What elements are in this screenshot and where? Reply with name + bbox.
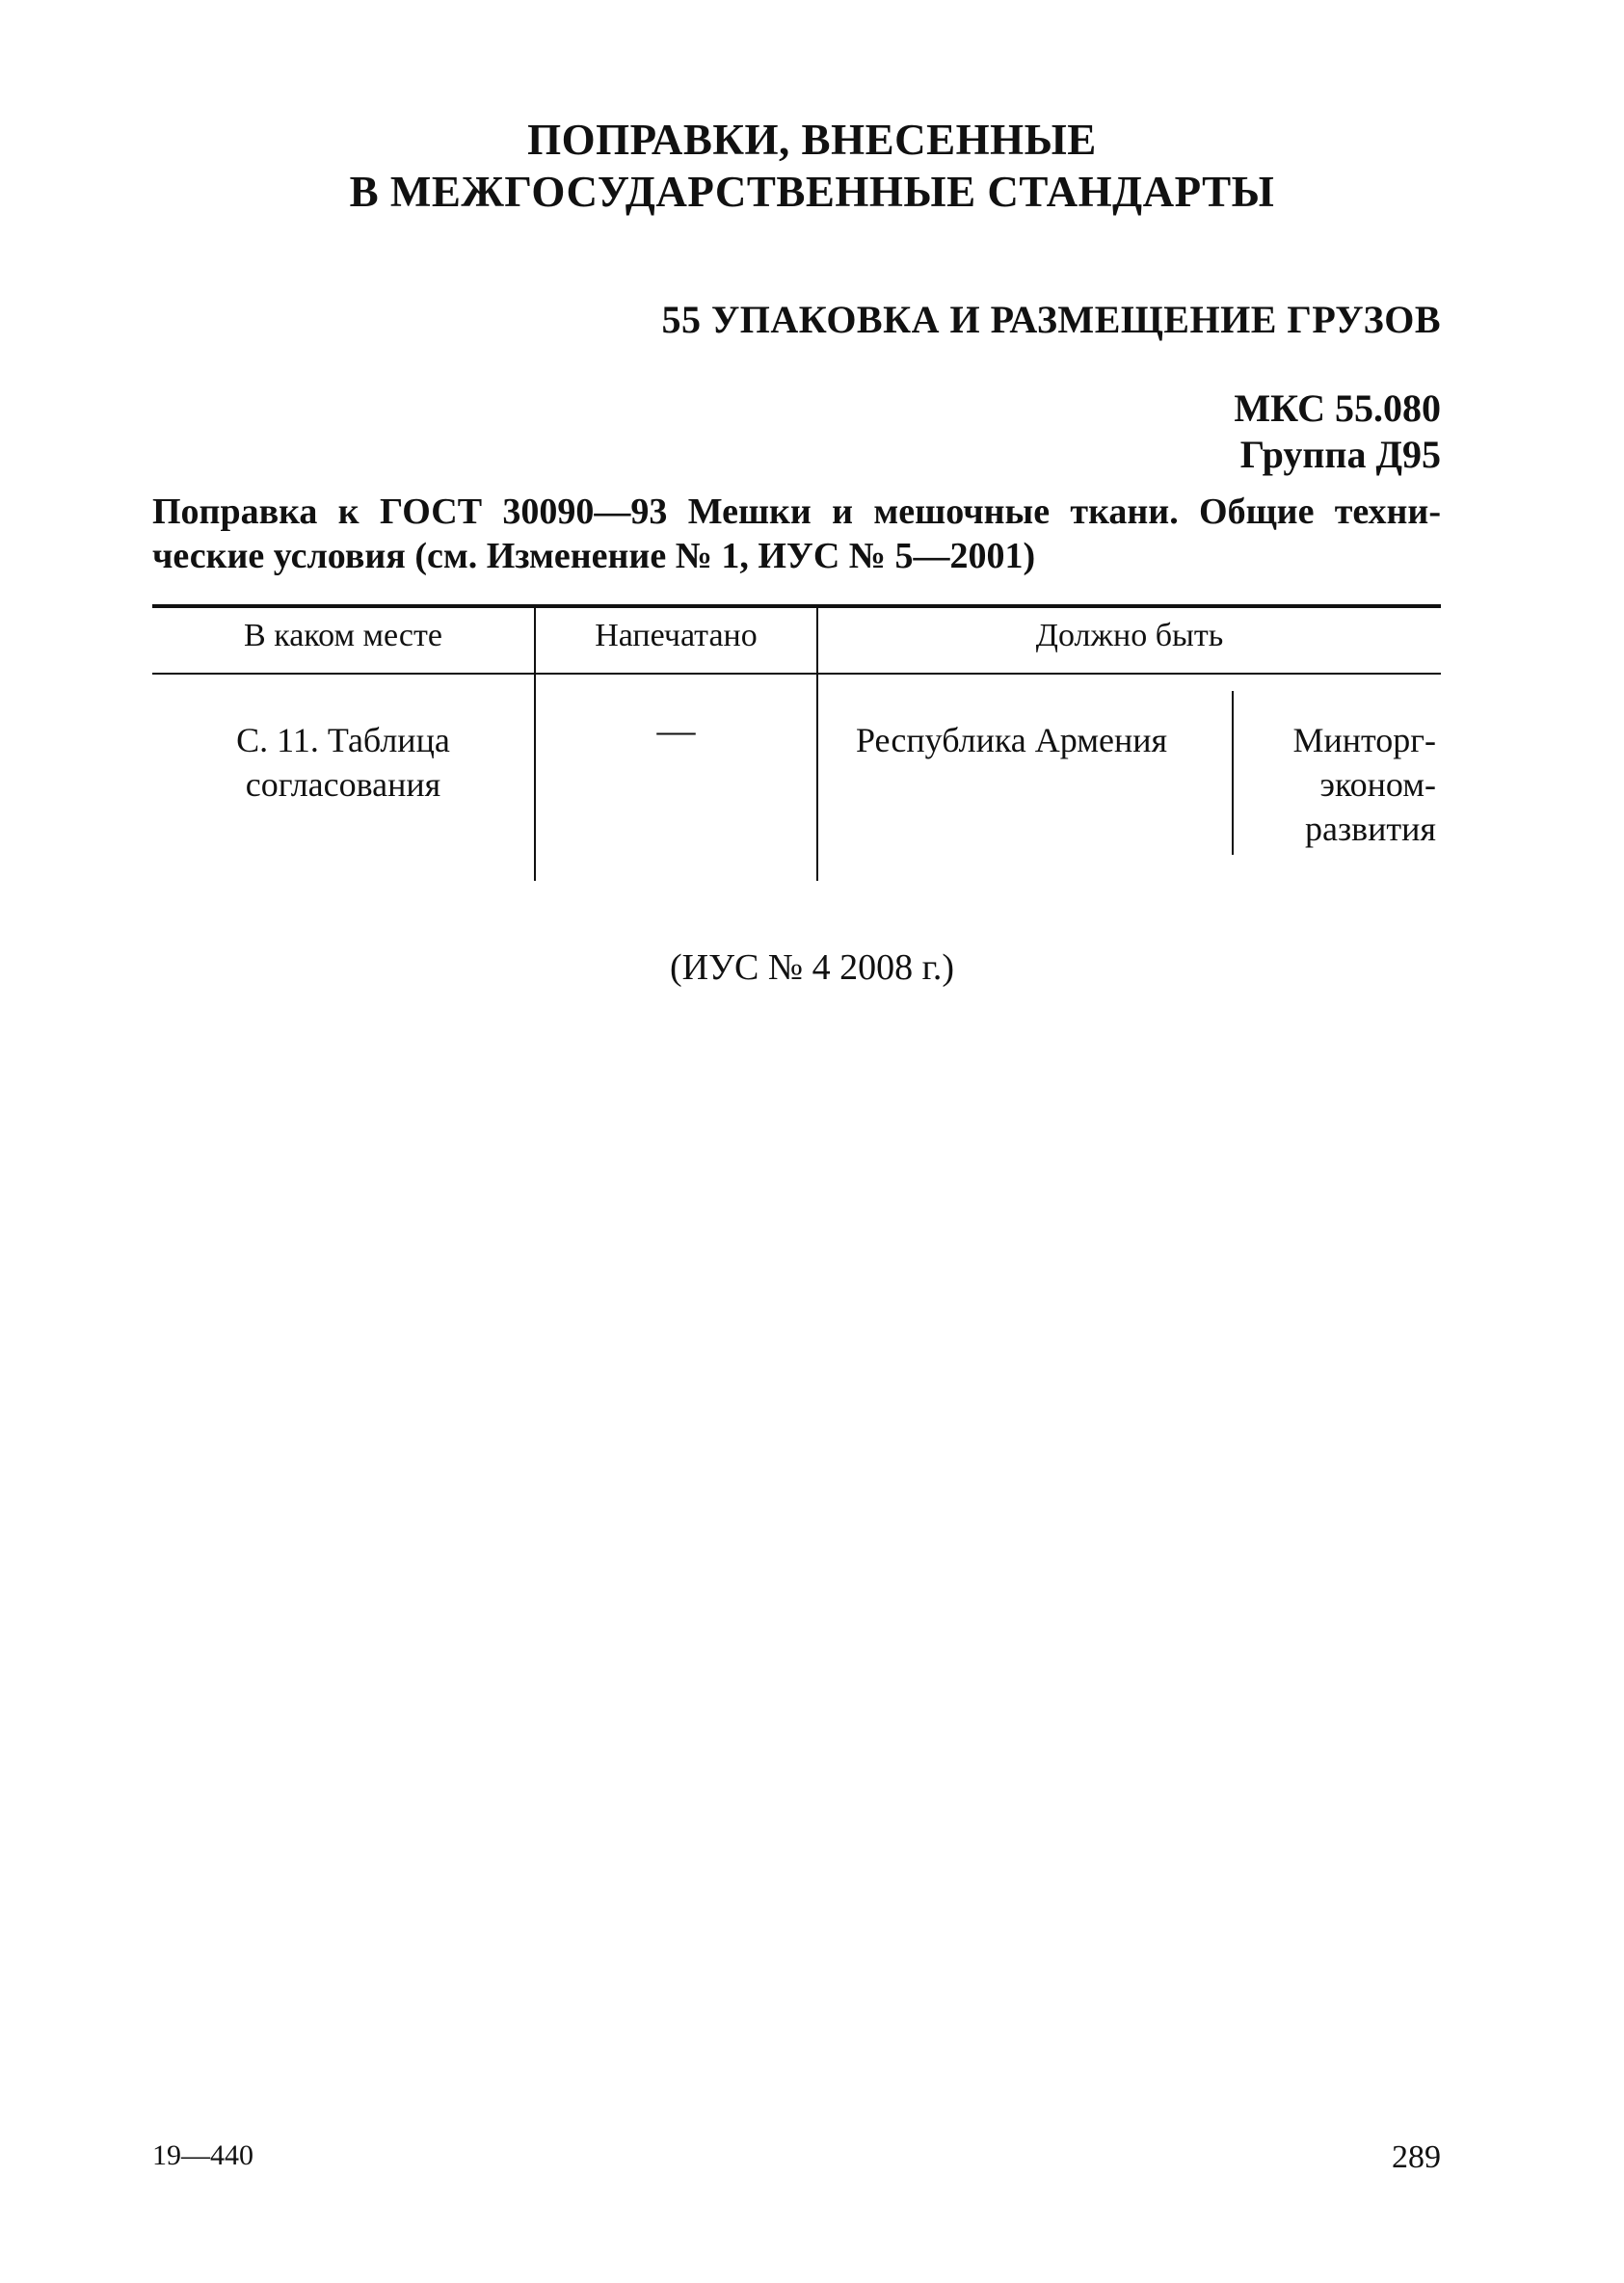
cell-where-line-1: С. 11. Таблица (236, 721, 450, 759)
table-header-rule (152, 673, 1441, 675)
amendment-text (152, 490, 1441, 578)
cell-org-line-2: эконом- (1319, 765, 1436, 804)
title-line-2: В МЕЖГОСУДАРСТВЕННЫЕ СТАНДАРТЫ (349, 168, 1275, 216)
page-number: 289 (1392, 2139, 1441, 2175)
header-should-be: Должно быть (1035, 618, 1224, 653)
group-code: Группа Д95 (1239, 433, 1441, 476)
sub-column-divider (1232, 691, 1234, 855)
cell-org-line-3: развития (1304, 810, 1436, 848)
corrections-table (152, 604, 1441, 881)
cell-where (152, 718, 534, 807)
table-top-rule (152, 604, 1441, 608)
header-printed: Напечатано (595, 618, 758, 653)
cell-org-line-1: Минторг- (1292, 721, 1436, 759)
ius-note: (ИУС № 4 2008 г.) (669, 947, 955, 988)
cell-where-line-2: согласования (245, 765, 441, 804)
cell-printed: — (656, 708, 696, 752)
title-line-1: ПОПРАВКИ, ВНЕСЕННЫЕ (527, 116, 1097, 164)
footer-signature-mark: 19—440 (152, 2139, 253, 2171)
amendment-line-1: Поправка к ГОСТ 30090—93 Мешки и мешочные ткани. Общие техни- (152, 491, 1441, 532)
section-heading: 55 УПАКОВКА И РАЗМЕЩЕНИЕ ГРУЗОВ (661, 298, 1441, 341)
header-where: В каком месте (244, 618, 442, 653)
mks-code: МКС 55.080 (1234, 386, 1441, 430)
cell-should-organization (1247, 718, 1436, 851)
amendment-line-2: ческие условия (см. Изменение № 1, ИУС № 5—2001) (152, 536, 1036, 576)
cell-should-country: Республика Армения (856, 721, 1168, 759)
page-title (0, 114, 1624, 218)
